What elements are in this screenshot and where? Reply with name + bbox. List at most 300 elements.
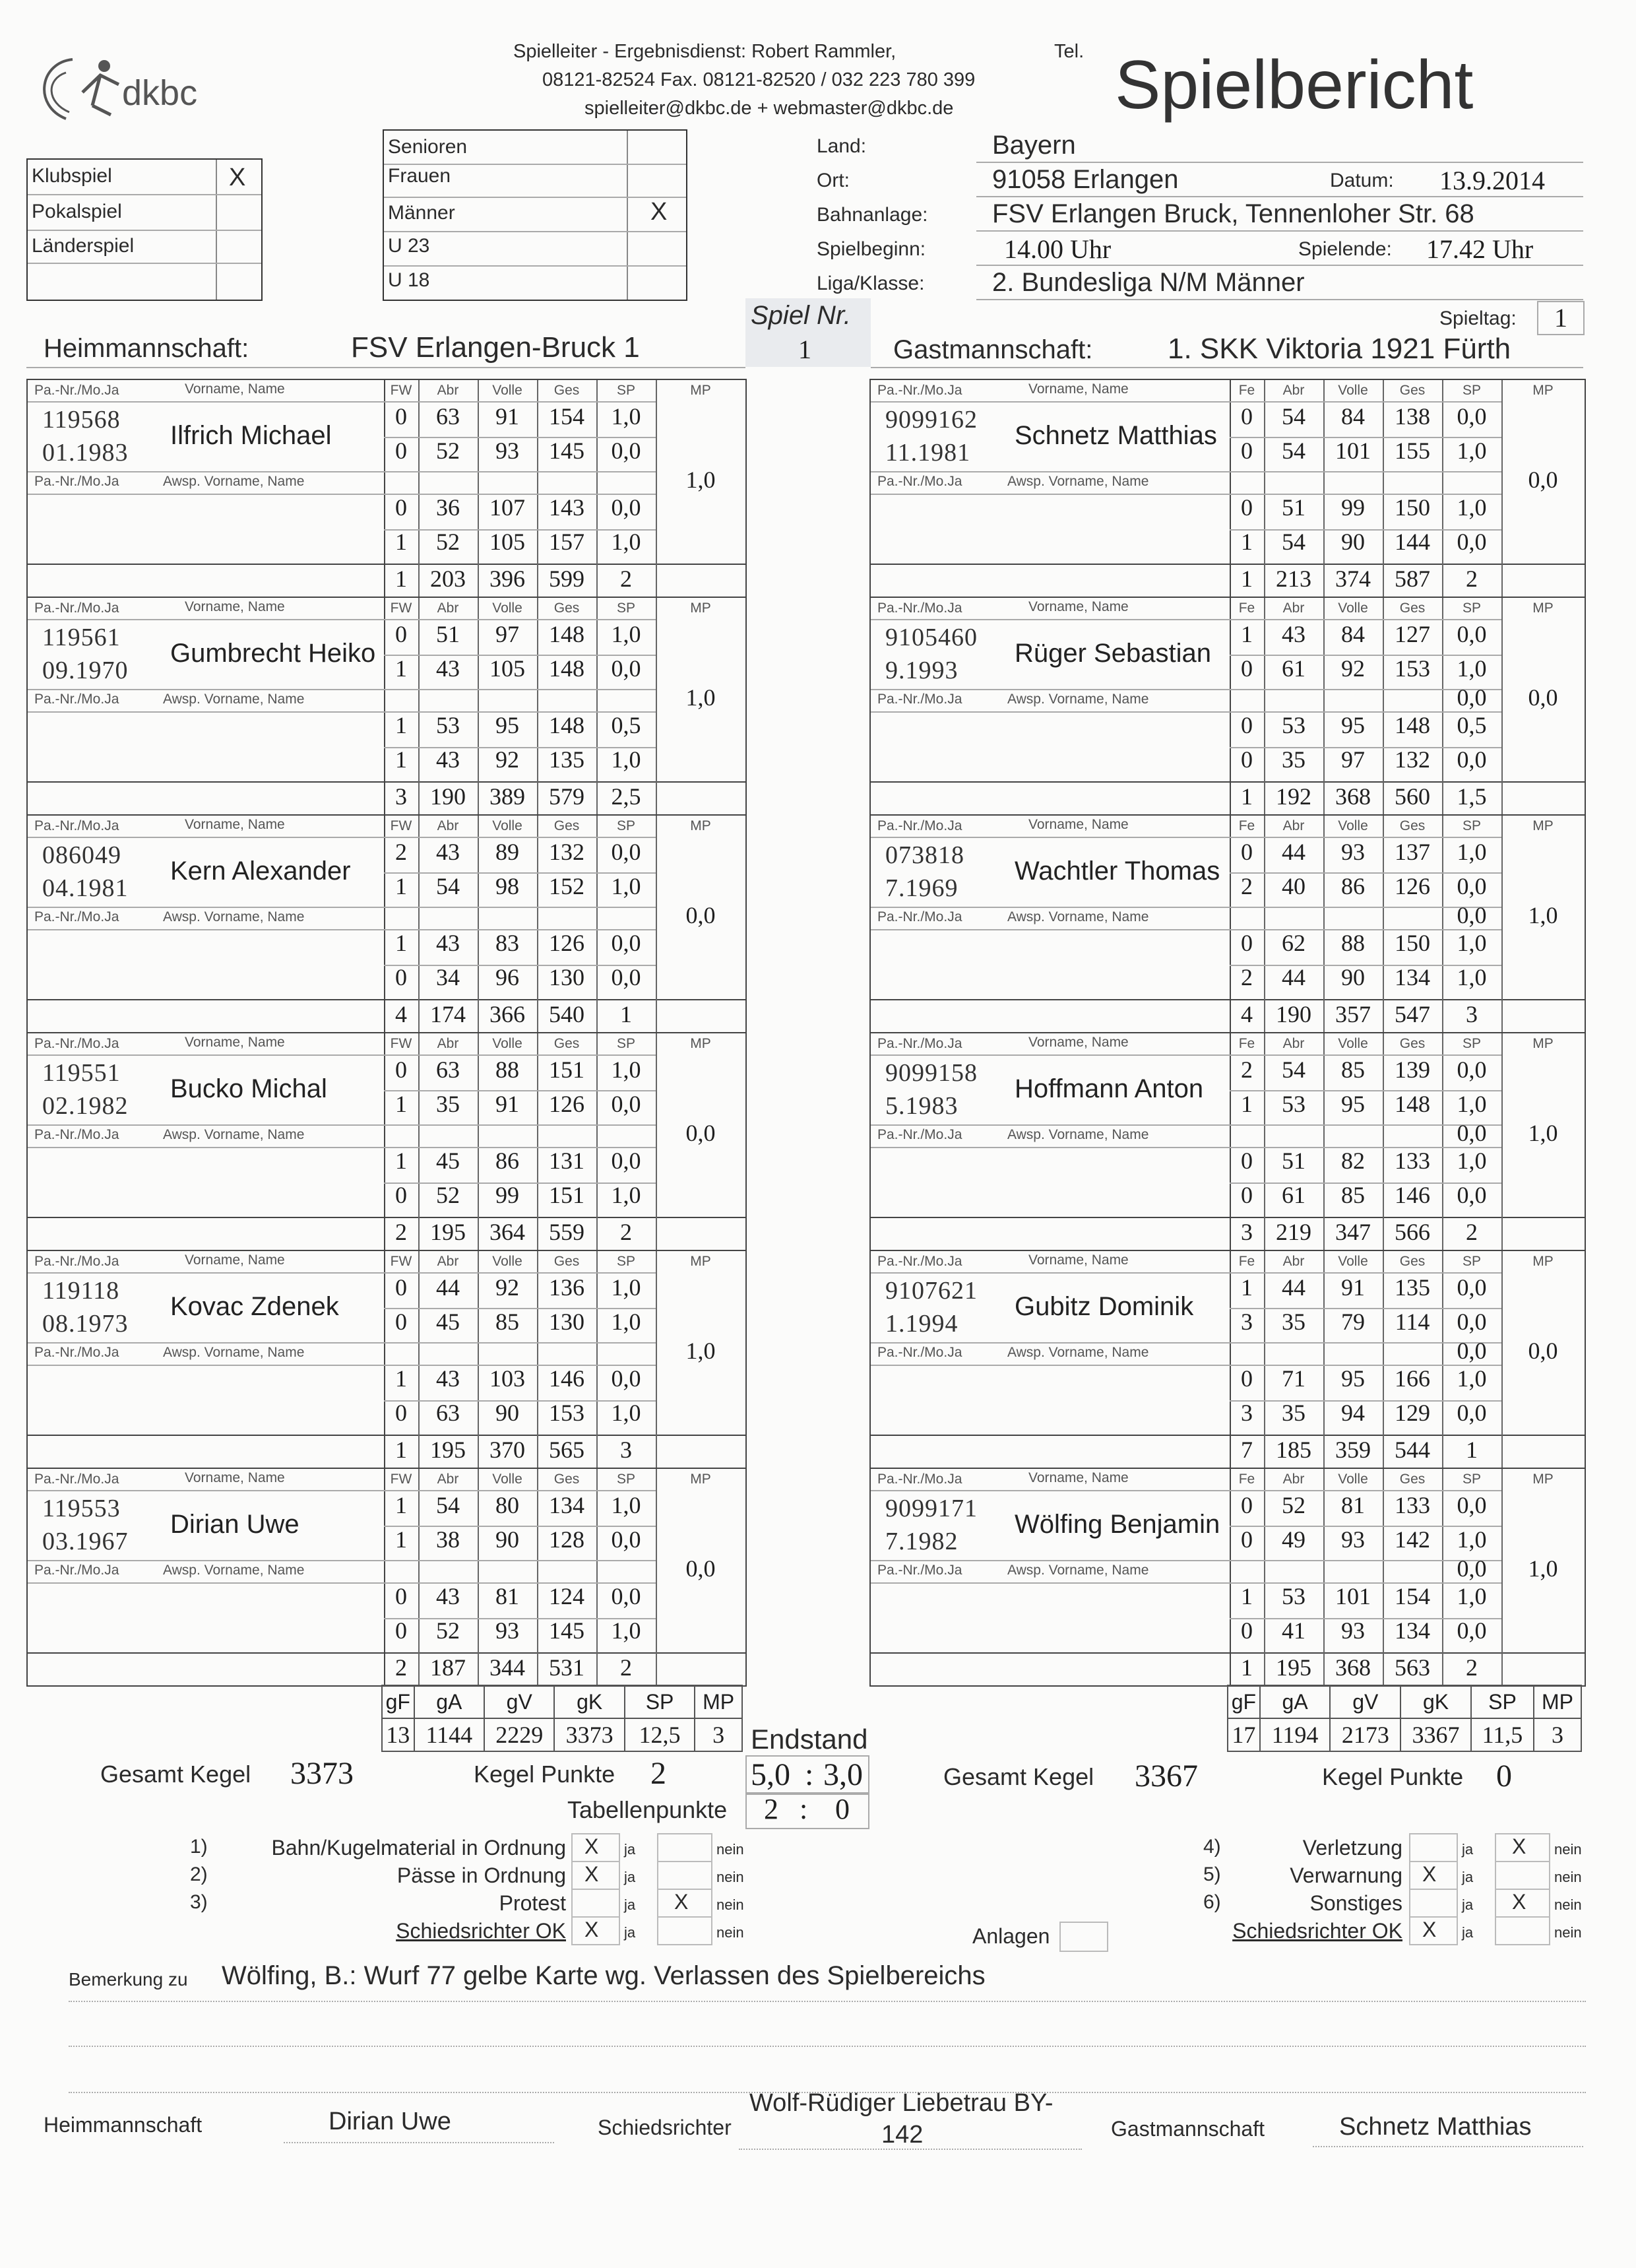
home-throw-value: 143 [549,494,584,521]
check-nein-mark: X [1512,1890,1526,1914]
guest-throw-value: 0 [1241,403,1253,430]
tabellenpunkte-home: 2 [764,1793,778,1825]
home-throw-value: 91 [495,403,519,430]
guest-sp-extra: 0,0 [1457,684,1487,711]
column-header: Abr [437,1472,459,1487]
home-total-value: 366 [489,1001,525,1027]
column-header: FW [390,383,412,398]
column-header: FW [390,600,412,616]
guest-throw-value: 71 [1282,1365,1306,1392]
home-throw-value: 36 [436,494,460,521]
column-header: MP [1532,1472,1554,1487]
column-header: Abr [1282,1472,1305,1487]
home-throw-value: 0 [395,1056,407,1083]
home-throw-value: 0,0 [611,964,641,990]
home-gesamt-value: 3373 [290,1756,354,1791]
home-punkte-value: 2 [650,1756,666,1791]
column-header: Abr [437,1254,459,1269]
check-ja-label: ja [1462,1841,1474,1858]
home-throw-value: 0 [395,403,407,430]
divider [28,1272,384,1274]
guest-gesamt-label: Gesamt Kegel [943,1763,1094,1790]
check-nein-label: nein [716,1869,744,1885]
datum-label: Datum: [1330,170,1394,191]
guest-player-block [869,1250,1586,1469]
divider [871,711,1230,713]
home-throw-value: 1,0 [611,873,641,899]
check-ja-label: ja [1462,1896,1474,1913]
home-throw-value: 98 [495,873,519,899]
tabellenpunkte-label: Tabellenpunkte [567,1796,728,1823]
pass-nr-header-sub: Pa.-Nr./Mo.Ja [34,1127,119,1142]
guest-throw-value: 62 [1282,930,1306,956]
home-player-name: Gumbrecht Heiko [170,639,376,668]
column-header: FW [390,1254,412,1269]
check-ja-mark: X [1422,1918,1437,1941]
divider [871,929,1230,930]
divider [28,689,384,690]
home-total-value: 2 [620,1219,632,1245]
guest-throw-value: 0,5 [1457,712,1487,738]
check-nein-box [1495,1916,1550,1945]
home-player-name: Dirian Uwe [170,1510,299,1539]
home-throw-value: 157 [549,529,584,555]
home-throw-value: 0,5 [611,712,641,738]
column-header: Fe [1238,818,1255,833]
guest-player-block [869,814,1586,1033]
guest-throw-value: 61 [1282,655,1306,682]
guest-throw-value: 54 [1282,403,1306,430]
home-throw-value: 151 [549,1056,584,1083]
guest-throw-value: 1,0 [1457,964,1487,990]
guest-throw-value: 53 [1282,1583,1306,1609]
home-throw-value: 92 [495,746,519,773]
divider [384,1124,656,1126]
home-birth-month: 02.1982 [42,1092,129,1120]
home-throw-value: 1,0 [611,746,641,773]
guest-throw-value: 1 [1241,1583,1253,1609]
guest-throw-value: 91 [1341,1274,1365,1301]
check-label: Sonstiges [1309,1891,1402,1915]
column-header: Volle [492,383,522,398]
guest-throw-value: 1,0 [1457,930,1487,956]
spielbeginn-value: 14.00 Uhr [1004,234,1112,264]
pass-nr-header-sub: Pa.-Nr./Mo.Ja [877,1563,962,1578]
home-throw-value: 105 [489,529,525,555]
signature-ref-name-1: Wolf-Rüdiger Liebetrau BY- [749,2089,1054,2117]
guest-throw-value: 54 [1282,529,1306,555]
column-header: Abr [1282,1254,1305,1269]
guest-throw-value: 0 [1241,1492,1253,1518]
guest-throw-value: 1,0 [1457,1091,1487,1117]
awsp-header: Awsp. Vorname, Name [1007,1563,1149,1578]
guest-total-value: 4 [1241,1001,1253,1027]
divider [28,837,384,838]
home-throw-value: 1 [395,873,407,899]
column-header: Fe [1238,600,1255,616]
home-total-value: 195 [430,1219,466,1245]
home-throw-value: 97 [495,621,519,647]
guest-birth-month: 5.1983 [885,1092,959,1120]
guest-throw-value: 129 [1395,1400,1430,1426]
column-header: MP [1532,818,1554,833]
home-total-value: 2 [620,1654,632,1681]
pass-nr-header-sub: Pa.-Nr./Mo.Ja [877,692,962,707]
home-summary-mp: 3 [695,1718,742,1751]
endstand-home: 5,0 [751,1757,790,1792]
guest-summary-header-gf: gF [1228,1685,1260,1718]
name-header: Vorname, Name [185,817,285,832]
guest-throw-value: 133 [1395,1148,1430,1174]
home-mp-value: 0,0 [685,1555,716,1582]
tabellenpunkte-guest: 0 [835,1793,850,1825]
home-gesamt-label: Gesamt Kegel [100,1761,251,1788]
type-label-klubspiel: Klubspiel [32,165,112,187]
divider [384,471,656,472]
home-throw-value: 0 [395,1274,407,1301]
divider [28,1490,384,1491]
guest-punkte-label: Kegel Punkte [1322,1763,1464,1790]
guest-mp-value: 1,0 [1528,1120,1558,1146]
guest-summary-sp: 11,5 [1471,1718,1534,1751]
home-throw-value: 43 [436,1583,460,1609]
guest-throw-value: 0,0 [1457,1492,1487,1518]
divider [871,471,1230,472]
category-label-u23: U 23 [388,235,430,257]
home-throw-value: 99 [495,1182,519,1208]
home-pass-number: 086049 [42,841,121,869]
guest-throw-value: 0 [1241,1148,1253,1174]
guest-throw-value: 101 [1335,1583,1371,1609]
column-header: Abr [1282,600,1305,616]
check-nein-label: nein [716,1924,744,1941]
guest-summary-gv: 2173 [1330,1718,1400,1751]
type-label-pokalspiel: Pokalspiel [32,201,122,222]
guest-player-name: Gubitz Dominik [1015,1292,1194,1321]
divider [871,1147,1230,1148]
column-header: Ges [1399,818,1426,833]
check-nein-mark: X [674,1890,689,1914]
column-header: MP [1532,1036,1554,1051]
guest-throw-value: 35 [1282,746,1306,773]
category-mark-maenner: X [650,198,668,226]
guest-throw-value: 166 [1395,1365,1430,1392]
guest-mp-value: 0,0 [1528,684,1558,711]
home-throw-value: 0 [395,1400,407,1426]
home-throw-value: 1 [395,529,407,555]
spiel-nr-label: Spiel Nr. [751,301,851,330]
land-value: Bayern [992,131,1076,160]
column-header: MP [690,818,711,833]
guest-mp-value: 1,0 [1528,902,1558,928]
home-throw-value: 91 [495,1091,519,1117]
home-total-value: 344 [489,1654,525,1681]
check-ja-box [1409,1833,1458,1862]
home-total-value: 174 [430,1001,466,1027]
divider [871,689,1230,690]
ort-label: Ort: [817,170,850,191]
guest-punkte-value: 0 [1496,1759,1512,1794]
guest-throw-value: 1,0 [1457,437,1487,464]
home-throw-value: 0 [395,1182,407,1208]
signature-home-label: Heimmannschaft [44,2113,203,2137]
home-throw-value: 132 [549,839,584,865]
guest-throw-value: 81 [1341,1492,1365,1518]
home-throw-value: 90 [495,1400,519,1426]
home-pass-number: 119118 [42,1277,120,1305]
check-label: Verletzung [1302,1836,1402,1860]
column-header: Volle [492,818,522,833]
guest-total-value: 547 [1395,1001,1430,1027]
guest-throw-value: 0 [1241,1617,1253,1644]
home-player-block [26,1468,747,1687]
divider [28,1054,384,1056]
home-team-name: FSV Erlangen-Bruck 1 [351,331,640,364]
name-header: Vorname, Name [185,1035,285,1050]
name-header: Vorname, Name [1028,381,1129,397]
guest-summary-gf: 17 [1228,1718,1260,1751]
awsp-header: Awsp. Vorname, Name [163,909,305,924]
home-throw-value: 88 [495,1056,519,1083]
contact-line-3: spielleiter@dkbc.de + webmaster@dkbc.de [584,98,954,119]
home-team-label: Heimmannschaft: [44,334,249,363]
guest-throw-value: 52 [1282,1492,1306,1518]
pass-nr-header-sub: Pa.-Nr./Mo.Ja [877,1127,962,1142]
guest-summary-header-ga: gA [1260,1685,1331,1718]
home-throw-value: 93 [495,437,519,464]
home-throw-value: 1 [395,1365,407,1392]
guest-throw-value: 54 [1282,437,1306,464]
pass-nr-header: Pa.-Nr./Mo.Ja [34,1254,119,1269]
guest-throw-value: 1 [1241,1091,1253,1117]
check-ja-label: ja [624,1869,636,1885]
divider [384,907,656,908]
home-player-name: Kovac Zdenek [170,1292,339,1321]
guest-throw-value: 41 [1282,1617,1306,1644]
guest-throw-value: 134 [1395,964,1430,990]
home-throw-value: 128 [549,1526,584,1553]
guest-summary-table [1227,1685,1582,1752]
home-birth-month: 09.1970 [42,657,129,684]
home-total-value: 2 [395,1654,407,1681]
home-throw-value: 148 [549,655,584,682]
column-header: SP [616,1036,635,1051]
home-throw-value: 130 [549,964,584,990]
column-header: SP [1462,1472,1481,1487]
awsp-header: Awsp. Vorname, Name [163,1127,305,1142]
home-throw-value: 148 [549,712,584,738]
column-header: Ges [553,383,580,398]
pass-nr-header-sub: Pa.-Nr./Mo.Ja [34,692,119,707]
home-throw-value: 153 [549,1400,584,1426]
guest-throw-value: 61 [1282,1182,1306,1208]
land-label: Land: [817,135,867,157]
guest-throw-value: 90 [1341,964,1365,990]
divider [871,1272,1230,1274]
check-nein-label: nein [1554,1841,1582,1858]
home-total-value: 3 [395,783,407,810]
home-summary-gv: 2229 [484,1718,554,1751]
summary-header-gk: gK [554,1685,624,1718]
guest-total-value: 2 [1466,566,1478,592]
home-total-value: 195 [430,1437,466,1463]
home-throw-value: 80 [495,1492,519,1518]
column-header: Ges [553,1036,580,1051]
home-throw-value: 34 [436,964,460,990]
category-label-maenner: Männer [388,202,455,224]
pass-nr-header-sub: Pa.-Nr./Mo.Ja [34,474,119,489]
divider [28,907,384,908]
column-header: Volle [1338,1036,1368,1051]
spieltag-value: 1 [1554,303,1567,333]
check-number: 6) [1203,1891,1221,1913]
guest-throw-value: 1,0 [1457,839,1487,865]
guest-summary-header-gk: gK [1400,1685,1471,1718]
column-header: Fe [1238,1472,1255,1487]
pass-nr-header: Pa.-Nr./Mo.Ja [34,383,119,398]
guest-throw-value: 142 [1395,1526,1430,1553]
home-mp-value: 1,0 [685,684,716,711]
check-number: 5) [1203,1863,1221,1885]
home-throw-value: 52 [436,437,460,464]
type-mark-klubspiel: X [229,164,246,191]
guest-summary-header-sp: SP [1471,1685,1534,1718]
guest-throw-value: 93 [1341,1617,1365,1644]
guest-player-block [869,1032,1586,1251]
column-header: Ges [1399,383,1426,398]
column-header: Ges [1399,1254,1426,1269]
divider [871,837,1230,838]
home-throw-value: 89 [495,839,519,865]
home-throw-value: 145 [549,437,584,464]
home-throw-value: 1 [395,930,407,956]
guest-throw-value: 133 [1395,1492,1430,1518]
check-nein-label: nein [716,1896,744,1913]
guest-throw-value: 43 [1282,621,1306,647]
guest-player-block [869,597,1586,816]
guest-player-name: Wölfing Benjamin [1015,1510,1220,1539]
bahnanlage-label: Bahnanlage: [817,204,928,226]
home-throw-value: 105 [489,655,525,682]
home-throw-value: 38 [436,1526,460,1553]
guest-sp-extra: 0,0 [1457,1338,1487,1364]
check-nein-box [657,1916,712,1945]
column-header: Abr [437,818,459,833]
guest-birth-month: 7.1969 [885,874,959,902]
home-total-value: 2 [620,566,632,592]
guest-throw-value: 51 [1282,494,1306,521]
divider [28,494,384,495]
home-throw-value: 63 [436,1400,460,1426]
pass-nr-header: Pa.-Nr./Mo.Ja [34,1036,119,1051]
signature-ref-label: Schiedsrichter [598,2116,732,2139]
guest-throw-value: 0 [1241,437,1253,464]
name-header: Vorname, Name [1028,1035,1129,1050]
guest-throw-value: 93 [1341,1526,1365,1553]
column-header: Ges [553,1254,580,1269]
guest-throw-value: 49 [1282,1526,1306,1553]
home-mp-value: 1,0 [685,1338,716,1364]
check-nein-box [657,1833,712,1862]
home-birth-month: 04.1981 [42,874,129,902]
name-header: Vorname, Name [1028,1470,1129,1485]
guest-throw-value: 148 [1395,712,1430,738]
home-throw-value: 1,0 [611,403,641,430]
column-header: Ges [1399,600,1426,616]
datum-value: 13.9.2014 [1439,166,1545,195]
home-total-value: 187 [430,1654,466,1681]
check-ja-mark: X [584,1862,599,1886]
divider [871,1054,1230,1056]
home-throw-value: 54 [436,873,460,899]
divider [871,1560,1230,1561]
home-throw-value: 2 [395,839,407,865]
home-throw-value: 126 [549,930,584,956]
home-throw-value: 0,0 [611,494,641,521]
column-header: Abr [437,600,459,616]
guest-throw-value: 135 [1395,1274,1430,1301]
home-throw-value: 0 [395,1617,407,1644]
signature-ref-name-2: 142 [881,2121,924,2149]
guest-throw-value: 1 [1241,621,1253,647]
divider [28,711,384,713]
guest-total-value: 566 [1395,1219,1430,1245]
guest-total-value: 544 [1395,1437,1430,1463]
guest-total-value: 1 [1466,1437,1478,1463]
home-throw-value: 43 [436,930,460,956]
column-header: SP [1462,1036,1481,1051]
guest-throw-value: 95 [1341,712,1365,738]
home-throw-value: 1 [395,1492,407,1518]
guest-total-value: 2 [1466,1219,1478,1245]
home-throw-value: 53 [436,712,460,738]
divider [28,401,384,403]
guest-throw-value: 0 [1241,712,1253,738]
guest-throw-value: 146 [1395,1182,1430,1208]
guest-throw-value: 84 [1341,403,1365,430]
pass-nr-header: Pa.-Nr./Mo.Ja [34,1472,119,1487]
guest-player-name: Hoffmann Anton [1015,1074,1204,1103]
guest-throw-value: 95 [1341,1365,1365,1392]
check-ja-mark: X [1422,1862,1437,1886]
home-birth-month: 03.1967 [42,1528,129,1555]
guest-total-value: 347 [1335,1219,1371,1245]
type-label-laenderspiel: Länderspiel [32,235,135,257]
guest-birth-month: 11.1981 [885,439,971,467]
guest-throw-value: 0 [1241,1365,1253,1392]
home-throw-value: 103 [489,1365,525,1392]
home-throw-value: 1 [395,1091,407,1117]
awsp-header: Awsp. Vorname, Name [163,1563,305,1578]
guest-total-value: 213 [1276,566,1311,592]
awsp-header: Awsp. Vorname, Name [163,692,305,707]
guest-pass-number: 9099162 [885,406,978,434]
home-player-name: Bucko Michal [170,1074,327,1103]
home-pass-number: 119568 [42,406,121,434]
guest-player-name: Rüger Sebastian [1015,639,1211,668]
home-throw-value: 0,0 [611,1365,641,1392]
name-header: Vorname, Name [185,1470,285,1485]
column-header: MP [690,1472,711,1487]
guest-throw-value: 101 [1335,437,1371,464]
guest-throw-value: 92 [1341,655,1365,682]
home-throw-value: 1 [395,1526,407,1553]
pass-nr-header: Pa.-Nr./Mo.Ja [34,600,119,616]
home-throw-value: 135 [549,746,584,773]
column-header: Volle [1338,818,1368,833]
guest-player-block [869,379,1586,598]
guest-throw-value: 0,0 [1457,1056,1487,1083]
